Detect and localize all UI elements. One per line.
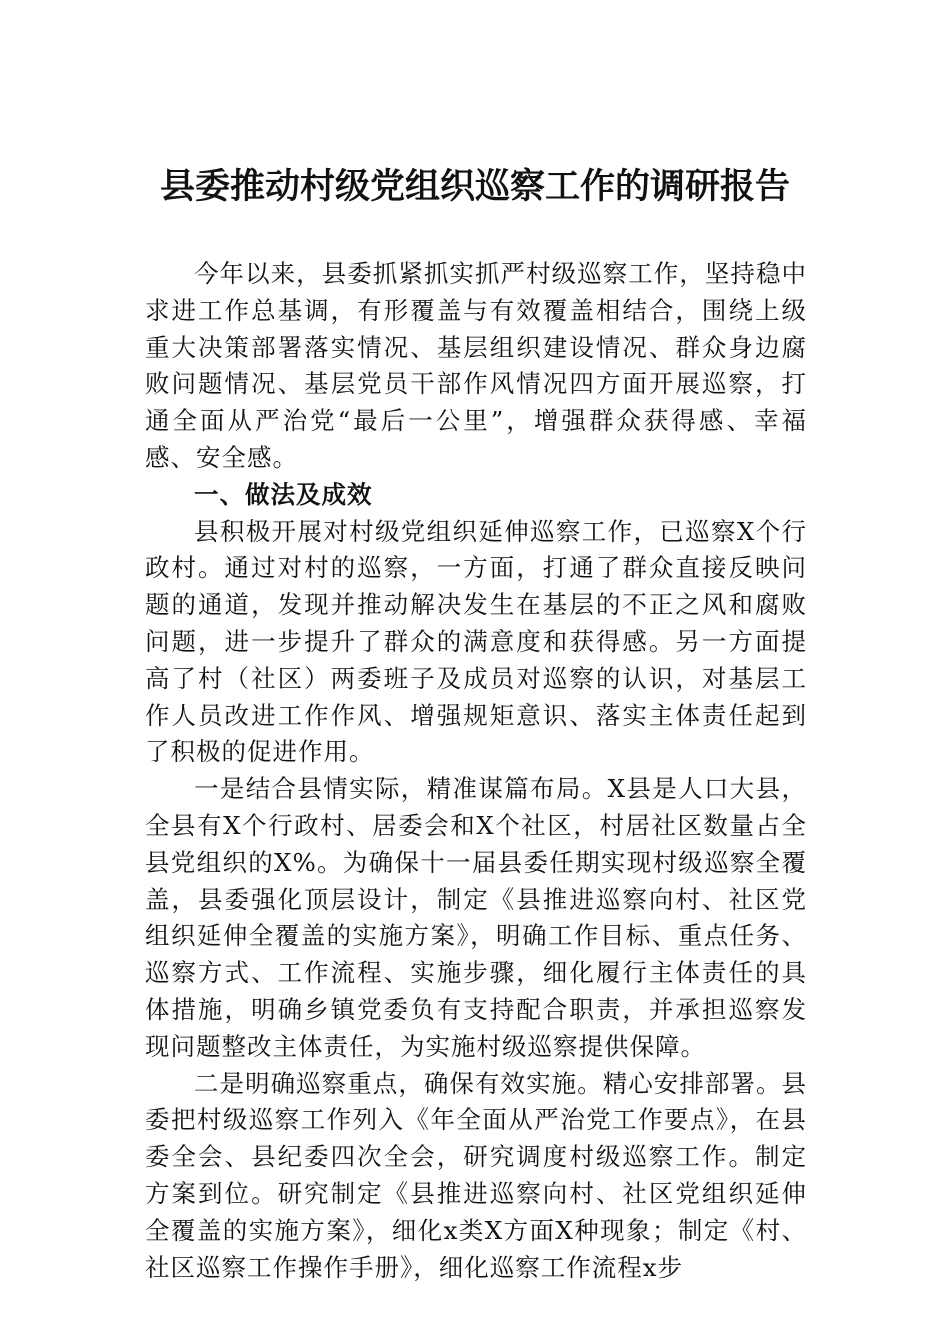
- section-heading-practices-results: 一、做法及成效: [194, 479, 373, 509]
- document-title: 县委推动村级党组织巡察工作的调研报告: [159, 167, 790, 207]
- document-body: [145, 256, 807, 1286]
- results-paragraph: 县积极开展对村级党组织延伸巡察工作，已巡察X个行政村。通过对村的巡察，一方面，打通了群众直接反映问题的通道，发现并推动解决发生在基层的不正之风和腐败问题，进一步提升了群众的满意度和获得感。另一方面提高了村（社区）两委班子及成员对巡察的认识，对基层工作人员改进工作作风、增强规矩意识、落实主体责任起到了积极的促进作用。: [145, 516, 807, 767]
- intro-paragraph: 今年以来，县委抓紧抓实抓严村级巡察工作，坚持稳中求进工作总基调，有形覆盖与有效覆盖相结合，围绕上级重大决策部署落实情况、基层组织建设情况、群众身边腐败问题情况、基层党员干部作风情况四方面开展巡察，打通全面从严治党“最后一公里”，增强群众获得感、幸福感、安全感。: [145, 259, 807, 472]
- point-two-paragraph: 二是明确巡察重点，确保有效实施。精心安排部署。县委把村级巡察工作列入《年全面从严治党工作要点》，在县委全会、县纪委四次全会，研究调度村级巡察工作。制定方案到位。研究制定《县推进巡察向村、社区党组织延伸全覆盖的实施方案》，细化x类X方面X种现象；制定《村、社区巡察工作操作手册》，细化巡察工作流程x步: [145, 1068, 807, 1282]
- point-one-paragraph: 一是结合县情实际，精准谋篇布局。X县是人口大县，全县有X个行政村、居委会和X个社区，村居社区数量占全县党组织的X%。为确保十一届县委任期实现村级巡察全覆盖，县委强化顶层设计，制定《县推进巡察向村、社区党组织延伸全覆盖的实施方案》，明确工作目标、重点任务、巡察方式、工作流程、实施步骤，细化履行主体责任的具体措施，明确乡镇党委负有支持配合职责，并承担巡察发现问题整改主体责任，为实施村级巡察提供保障。: [145, 774, 807, 1061]
